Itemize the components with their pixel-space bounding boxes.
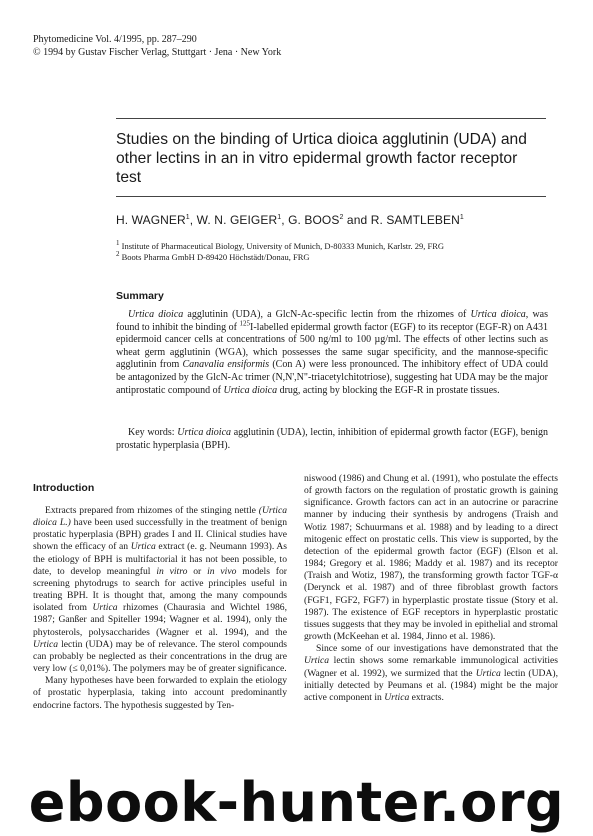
- author-affil-mark: 1: [185, 214, 190, 221]
- introduction-heading: Introduction: [33, 482, 95, 494]
- watermark-text: ebook-hunter.org: [28, 770, 565, 834]
- article-title: Studies on the binding of Urtica dioica agglutinin (UDA) and other lectins in an in vitro epidermal growth factor receptor test: [116, 131, 527, 186]
- affiliation-1: $^1$ Institute of Pharmaceutical Biology, University of Munich, D-80333 Munich, Karlstr. 29, FRG: [116, 239, 445, 251]
- author-affil-mark: 1: [459, 214, 464, 221]
- summary-heading: Summary: [116, 290, 164, 302]
- author-list: H. WAGNER$^1$, W. N. GEIGER$^1$, G. BOOS$^2$ and R. SAMTLEBEN$^1$: [116, 213, 464, 227]
- body-paragraph: Many hypotheses have been forwarded to explain the etiology of prostatic hyperplasia, taking into account predominantly endocrine factors. The hypothesis suggested by Ten-: [33, 675, 287, 711]
- title-rule-top: [116, 118, 546, 119]
- body-paragraph: Since some of our investigations have demonstrated that the Urtica lectin shows some remarkable immunological activities (Wagner et al. 1992), we surmized that the Urtica lectin (UDA), initially detected by Peumans et al. (1984) might be the major active component in Urtica extracts.: [304, 643, 558, 703]
- author-affil-mark: 1: [277, 214, 282, 221]
- introduction-right-column: [304, 473, 558, 704]
- introduction-left-column: [33, 505, 287, 712]
- author-name: R. SAMTLEBEN: [370, 213, 460, 227]
- journal-line-2: © 1994 by Gustav Fischer Verlag, Stuttgart · Jena · New York: [33, 47, 282, 58]
- title-rule-bottom: [116, 196, 546, 197]
- author-name: W. N. GEIGER: [196, 213, 278, 227]
- body-paragraph: Extracts prepared from rhizomes of the stinging nettle (Urtica dioica L.) have been used successfully in the treatment of benign prostatic hyperplasia (BPH) grades I and II. Clinical studies have shown the efficacy of an Urtica extract (e. g. Neumann 1993). As the etiology of BPH is multifactorial it has not been possible, to date, to develop meaningful in vitro or in vivo models for screening phytodrugs to search for active principles useful in treating BPH. It is thought that, among the many compounds isolated from Urtica rhizomes (Chaurasia and Wichtel 1986, 1987; Ganßer and Spiteller 1994; Wagner et al. 1994), only the phytosterols, polysaccharides (Wagner et al. 1994), and the Urtica lectin (UDA) may be of relevance. The sterol compounds can probably be neglected as their concentrations in the drug are very low (≤ 0,01%). The polymers may be of greater significance.: [33, 505, 287, 675]
- keywords-paragraph: Key words: Urtica dioica agglutinin (UDA), lectin, inhibition of epidermal growth factor (EGF), benign prostatic hyperplasia (BPH).: [116, 427, 548, 451]
- affiliation-2: $^2$ Boots Pharma GmbH D-89420 Höchstädt/Donau, FRG: [116, 250, 310, 262]
- summary-paragraph: Urtica dioica agglutinin (UDA), a GlcN-Ac-specific lectin from the rhizomes of Urtica dioica, was found to inhibit the binding of $^{125}$I-labelled epidermal growth factor (EGF) to its receptor (EGF-R) on A431 epidermoid cancer cells at concentrations of 500 ng/ml to 100 µg/ml. The effects of other lectins such as wheat germ agglutinin (WGA), which possesses the same sugar specificity, and the mannose-specific agglutinin from Canavalia ensiformis (Con A) were less pronounced. The inhibitory effect of UDA could be antagonized by the GlcN-Ac trimer (N,N',N"-triacetylchitotriose), suggesting hat UDA may be the major antiprostatic compound of Urtica dioica drug, acting by blocking the EGF-R in prostate tissues.: [116, 309, 549, 396]
- body-paragraph: niswood (1986) and Chung et al. (1991), who postulate the effects of growth factors on the regulation of prostatic growth is gaining significance. Growth factors can act in an autocrine or paracrine manner by inducing their synthesis by androgens (Traish and Wotiz 1987; Schuurmans et al. 1988) and by leading to a direct mitogenic effect on prostatic cells. This view is supported, by the detection of the epidermal growth factor (EGF) (Elson et al. 1984; Gregory et al. 1986; Maddy et al. 1987) and its receptor (Traish and Wotiz, 1987), the transforming growth factor TGF-α (Derynck et al. 1987) and of three fibroblast growth factors (FGF1, FGF2, FGF7) in hyperplastic prostate tissue (Story et al. 1987). The existence of EGF receptors in hyperplastic prostatic tissues suggests that they may be involed in epithelial and stromal growth (McKeehan et al. 1984, Jinno et al. 1986).: [304, 473, 559, 643]
- journal-citation: [33, 33, 281, 59]
- author-name: G. BOOS: [288, 213, 340, 227]
- journal-line-1: Phytomedicine Vol. 4/1995, pp. 287–290: [33, 34, 197, 45]
- author-name: H. WAGNER: [116, 213, 186, 227]
- author-affil-mark: 2: [339, 214, 344, 221]
- affiliations: [116, 241, 444, 263]
